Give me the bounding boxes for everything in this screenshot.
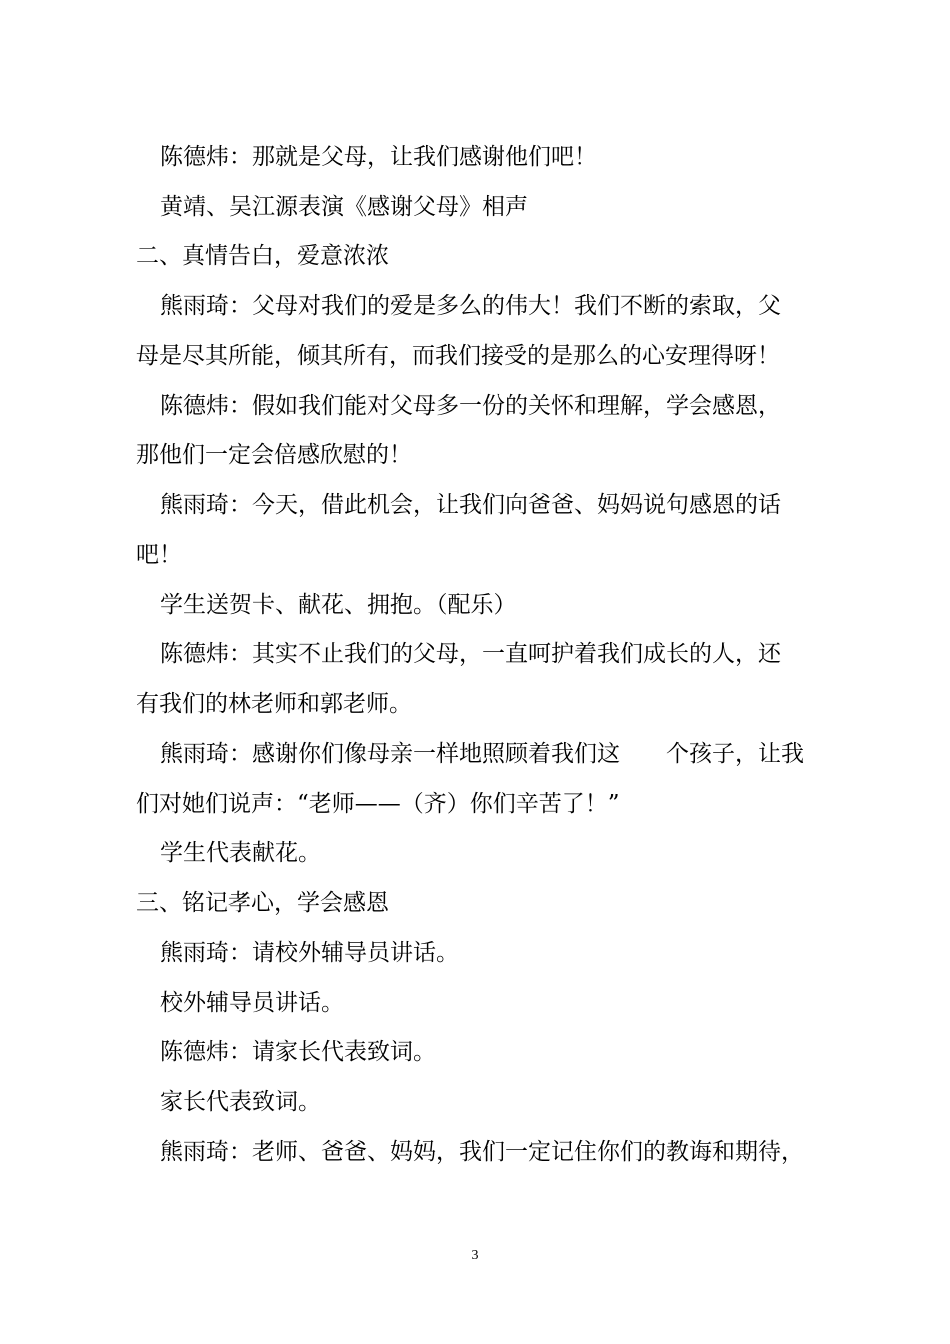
dialogue-line-continued: 母是尽其所能，倾其所有，而我们接受的是那么的心安理得呀！	[136, 343, 780, 369]
stage-direction: 学生代表献花。	[160, 840, 321, 866]
dialogue-line-continued: 那他们一定会倍感欣慰的！	[136, 442, 412, 468]
dialogue-line: 熊雨琦：今天，借此机会，让我们向爸爸、妈妈说句感恩的话	[160, 492, 781, 518]
dialogue-line-continued: 吧！	[136, 542, 182, 568]
stage-direction: 学生送贺卡、献花、拥抱。（配乐）	[160, 592, 517, 618]
section-heading: 三、铭记孝心，学会感恩	[136, 890, 389, 916]
dialogue-line: 熊雨琦：感谢你们像母亲一样地照顾着我们这 个孩子，让我	[160, 741, 804, 767]
dialogue-line: 陈德炜：其实不止我们的父母，一直呵护着我们成长的人，还	[160, 641, 781, 667]
stage-direction: 校外辅导员讲话。	[160, 990, 344, 1016]
stage-direction: 黄靖、吴江源表演《感谢父母》相声	[160, 194, 528, 220]
dialogue-line: 陈德炜：请家长代表致词。	[160, 1039, 436, 1065]
dialogue-line: 熊雨琦：老师、爸爸、妈妈，我们一定记住你们的教诲和期待，	[160, 1139, 804, 1165]
dialogue-line: 陈德炜：假如我们能对父母多一份的关怀和理解，学会感恩，	[160, 393, 781, 419]
dialogue-line: 陈德炜：那就是父母，让我们感谢他们吧！	[160, 144, 597, 170]
stage-direction: 家长代表致词。	[160, 1089, 321, 1115]
dialogue-line: 熊雨琦：父母对我们的爱是多么的伟大！我们不断的索取，父	[160, 293, 781, 319]
page-number: 3	[471, 1248, 479, 1263]
section-heading: 二、真情告白，爱意浓浓	[136, 243, 389, 269]
dialogue-line-continued: 们对她们说声：“老师——（齐）你们辛苦了！”	[136, 791, 620, 817]
dialogue-line: 熊雨琦：请校外辅导员讲话。	[160, 940, 459, 966]
dialogue-line-continued: 有我们的林老师和郭老师。	[136, 691, 412, 717]
